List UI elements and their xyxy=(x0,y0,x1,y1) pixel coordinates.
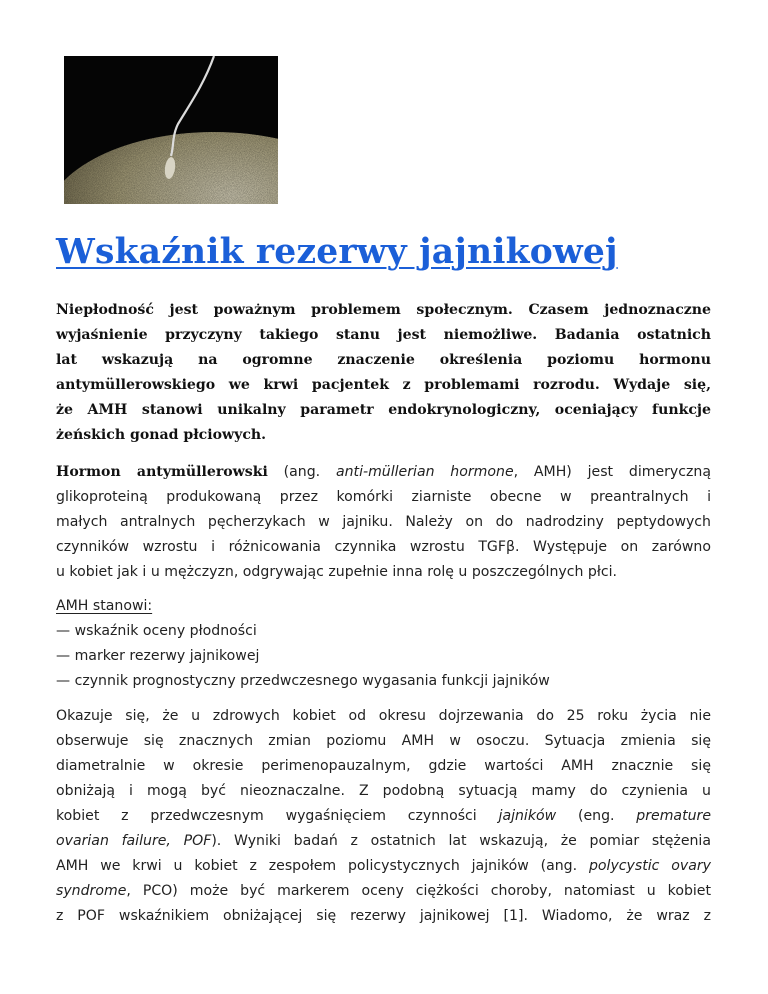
term-italic: premature xyxy=(636,808,711,824)
paragraph-line xyxy=(56,879,711,904)
paragraph-line: małych antralnych pęcherzykach w jajniku. Należy on do nadrodziny peptydowych xyxy=(56,514,711,530)
term-italic: polycystic ovary xyxy=(588,858,711,874)
paragraph-line xyxy=(56,854,711,879)
paragraph-line: z POF wskaźnikiem obniżającej się rezerwy jajnikowej [1]. Wiadomo, że wraz z xyxy=(56,908,711,924)
hero-image xyxy=(64,56,278,204)
text-span: (ang. xyxy=(267,464,336,480)
amh-clinical-paragraph xyxy=(56,704,711,929)
lead-line: żeńskich gonad płciowych. xyxy=(56,427,267,443)
text-span: AMH we krwi u kobiet z zespołem policystycznych jajników (ang. xyxy=(56,858,589,874)
paragraph-line: u kobiet jak i u mężczyzn, odgrywając zupełnie inna rolę u poszczególnych płci. xyxy=(56,564,617,580)
paragraph-line xyxy=(56,804,711,829)
lead-line: antymüllerowskiego we krwi pacjentek z problemami rozrodu. Wydaje się, xyxy=(56,377,711,393)
amh-role-list xyxy=(56,594,711,694)
term-strong: Hormon antymüllerowski xyxy=(56,464,268,480)
list-item: — czynnik prognostyczny przedwczesnego wygasania funkcji jajników xyxy=(56,673,550,689)
paragraph-line: Okazuje się, że u zdrowych kobiet od okresu dojrzewania do 25 roku życia nie xyxy=(56,708,711,724)
lead-line: lat wskazują na ogromne znaczenie określenia poziomu hormonu xyxy=(56,352,711,368)
list-item: — wskaźnik oceny płodności xyxy=(56,623,257,639)
paragraph-line: czynników wzrostu i różnicowania czynnika wzrostu TGFβ. Występuje on zarówno xyxy=(56,539,711,555)
page-title[interactable]: Wskaźnik rezerwy jajnikowej xyxy=(56,232,618,272)
text-span: ). Wyniki badań z ostatnich lat wskazują, że pomiar stężenia xyxy=(211,833,711,849)
paragraph-line xyxy=(56,829,711,854)
paragraph-line: obniżają i mogą być nieoznaczalne. Z podobną sytuacją mamy do czynienia u xyxy=(56,783,711,799)
paragraph-line xyxy=(56,460,711,485)
paragraph-line: obserwuje się znacznych zmian poziomu AMH w osoczu. Sytuacja zmienia się xyxy=(56,733,711,749)
paragraph-line: glikoproteiną produkowaną przez komórki ziarniste obecne w preantralnych i xyxy=(56,489,711,505)
term-italic: syndrome xyxy=(56,883,127,899)
lead-paragraph xyxy=(56,298,711,448)
paragraph-line: diametralnie w okresie perimenopauzalnym, gdzie wartości AMH znacznie się xyxy=(56,758,711,774)
list-label: AMH stanowi: xyxy=(56,598,153,614)
list-item: — marker rezerwy jajnikowej xyxy=(56,648,260,664)
amh-definition-paragraph xyxy=(56,460,711,585)
text-span: (eng. xyxy=(556,808,637,824)
sperm-egg-photo-icon xyxy=(64,56,278,204)
term-italic: anti-müllerian hormone xyxy=(335,464,514,480)
lead-line: Niepłodność jest poważnym problemem społecznym. Czasem jednoznaczne xyxy=(56,302,711,318)
text-span: kobiet z przedwczesnym wygaśnięciem czynności xyxy=(56,808,499,824)
lead-line: że AMH stanowi unikalny parametr endokrynologiczny, oceniający funkcje xyxy=(56,402,711,418)
lead-line: wyjaśnienie przyczyny takiego stanu jest niemożliwe. Badania ostatnich xyxy=(56,327,711,343)
text-span: , PCO) może być markerem oceny ciężkości choroby, natomiast u kobiet xyxy=(126,883,711,899)
term-italic: jajników xyxy=(498,808,557,824)
text-span: , AMH) jest dimeryczną xyxy=(513,464,711,480)
term-italic: ovarian failure, POF xyxy=(56,833,212,849)
